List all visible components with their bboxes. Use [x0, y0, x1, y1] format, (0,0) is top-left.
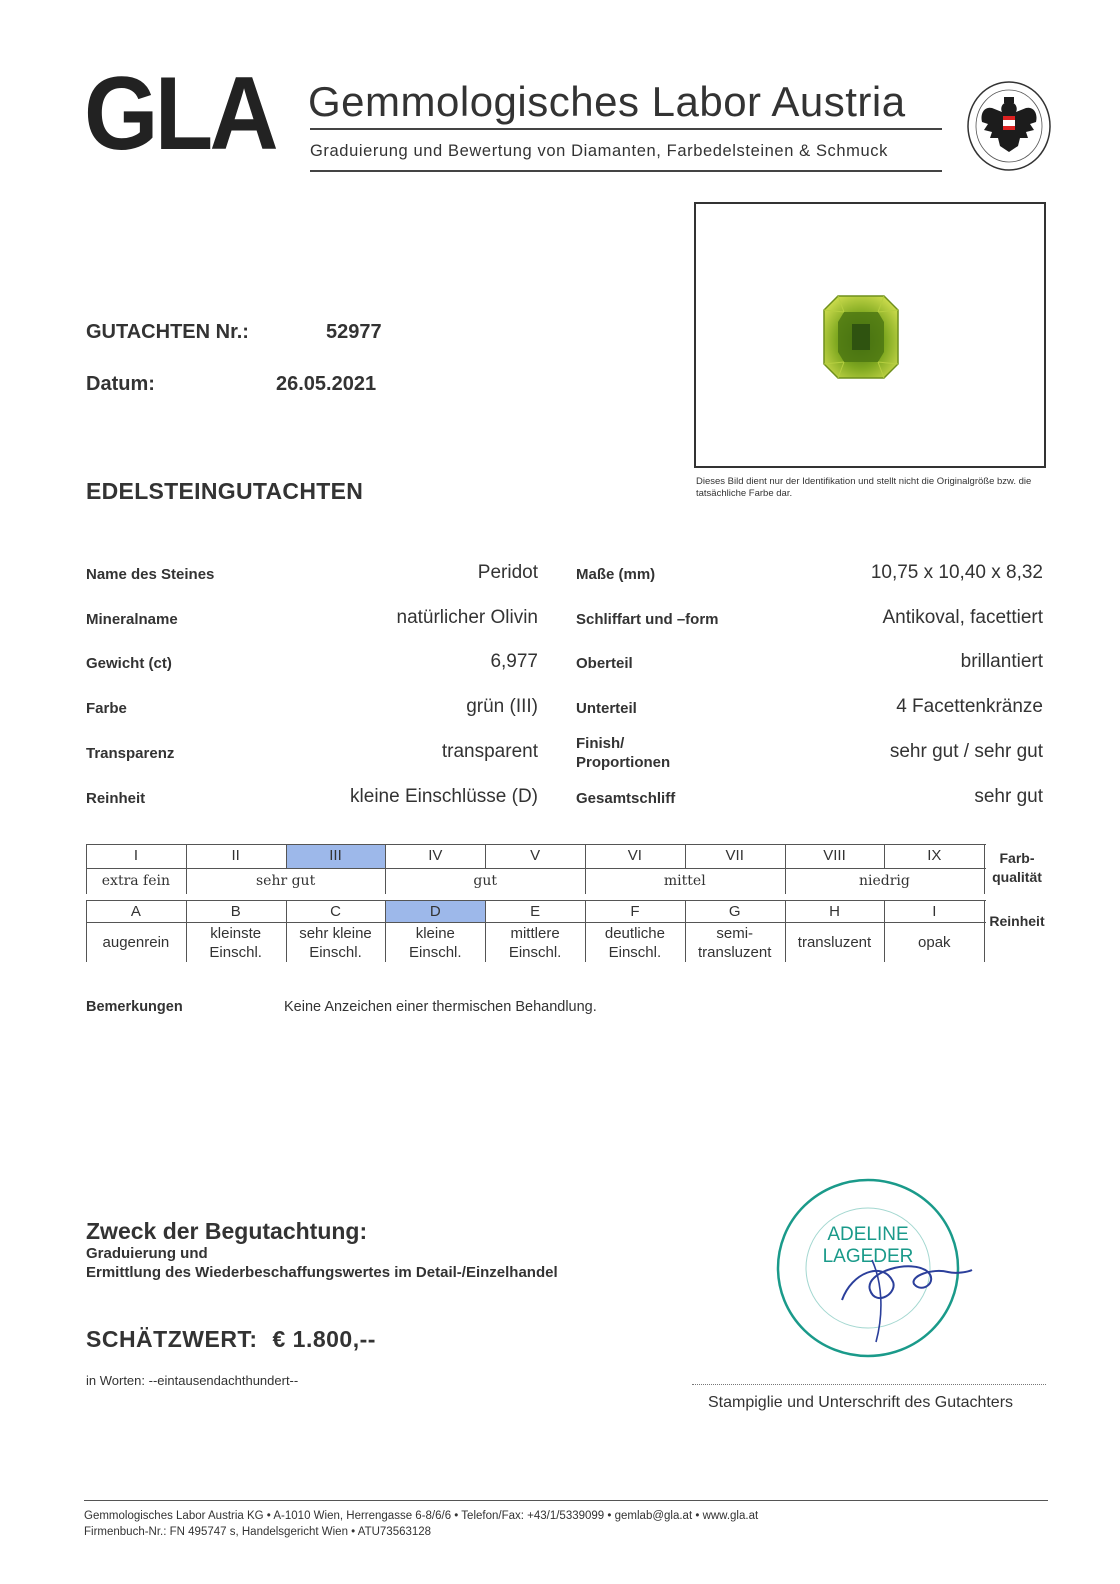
clarity-description: mittlere — [510, 925, 560, 942]
purpose-title: Zweck der Begutachtung: — [86, 1218, 368, 1244]
color-grade: VI — [627, 847, 642, 864]
property-value: kleine Einschlüsse (D) — [350, 786, 538, 807]
property-label: Finish/ — [576, 735, 625, 752]
remarks-label: Bemerkungen — [86, 999, 183, 1015]
property-value: grün (III) — [466, 696, 538, 717]
valuation-label-text: SCHÄTZWERT: — [86, 1326, 258, 1352]
photo-disclaimer: Dieses Bild dient nur der Identifikation und stellt nicht die Originalgröße bzw. die tatsächliche Farbe dar. — [696, 476, 1032, 499]
color-grade: IX — [927, 847, 942, 864]
signature-caption: Stampiglie und Unterschrift des Gutachters — [708, 1394, 1014, 1411]
color-group: mittel — [663, 873, 706, 889]
color-quality-label: qualität — [992, 869, 1042, 885]
property-value: 4 Facettenkränze — [896, 696, 1043, 717]
footer-registry: Firmenbuch-Nr.: FN 495747 s, Handelsgericht Wien • ATU73563128 — [84, 1526, 432, 1538]
property-label: Maße (mm) — [576, 566, 656, 583]
scale-rule — [86, 844, 986, 845]
certificate-number-label: GUTACHTEN Nr.: — [86, 321, 249, 343]
color-group: extra fein — [101, 873, 171, 889]
property-value: natürlicher Olivin — [396, 607, 538, 628]
property-value: 10,75 x 10,40 x 8,32 — [870, 562, 1043, 583]
property-value: brillantiert — [960, 651, 1043, 672]
property-value: Peridot — [477, 562, 538, 583]
purpose-line: Ermittlung des Wiederbeschaffungswertes im Detail-/Einzelhandel — [86, 1264, 558, 1281]
scale-rule — [86, 868, 986, 869]
property-label: Proportionen — [576, 754, 671, 771]
property-label: Schliffart und –form — [576, 611, 719, 628]
property-label: Gewicht (ct) — [86, 655, 172, 672]
clarity-grade: C — [330, 903, 341, 920]
color-grade: II — [231, 847, 240, 864]
clarity-description: Einschl. — [409, 944, 462, 961]
color-group: gut — [473, 873, 497, 889]
color-group: niedrig — [858, 873, 910, 889]
property-label: Unterteil — [576, 700, 637, 717]
clarity-description: Einschl. — [508, 944, 562, 961]
clarity-description: sehr kleine — [299, 925, 372, 942]
certificate-number: 52977 — [326, 321, 382, 343]
clarity-description: transluzent — [797, 934, 872, 951]
property-value: sehr gut / sehr gut — [889, 741, 1043, 762]
clarity-grade: D — [429, 903, 441, 920]
property-value: Antikoval, facettiert — [882, 607, 1043, 628]
property-value: 6,977 — [490, 651, 538, 672]
logo: GLA — [84, 56, 275, 172]
color-grade: VII — [725, 847, 744, 864]
property-label: Farbe — [86, 700, 127, 717]
clarity-description: augenrein — [102, 934, 170, 951]
color-grade: IV — [428, 847, 443, 864]
property-label: Reinheit — [86, 790, 146, 807]
property-label: Name des Steines — [86, 566, 215, 583]
color-grade: VIII — [823, 847, 846, 864]
color-grade: V — [530, 847, 541, 864]
clarity-grade: B — [230, 903, 241, 920]
property-label: Transparenz — [86, 745, 175, 762]
date-label: Datum: — [86, 373, 155, 395]
clarity-grade: F — [630, 903, 640, 920]
scale-rule — [86, 900, 986, 901]
clarity-description: semi- — [716, 925, 754, 942]
color-group: sehr gut — [255, 873, 316, 889]
scale-divider — [984, 900, 985, 962]
footer-divider — [84, 1500, 1048, 1501]
stamp-name-last: LAGEDER — [822, 1246, 914, 1267]
property-value: sehr gut — [974, 786, 1043, 807]
clarity-description: kleinste — [210, 925, 262, 942]
clarity-description: opak — [918, 934, 951, 951]
clarity-description: kleine — [415, 925, 455, 942]
date-value: 26.05.2021 — [276, 373, 377, 395]
property-label: Gesamtschliff — [576, 790, 676, 807]
official-stamp — [772, 1172, 978, 1364]
lab-name: Gemmologisches Labor Austria — [308, 78, 906, 125]
clarity-grade: G — [728, 903, 741, 920]
clarity-label: Reinheit — [989, 913, 1045, 929]
purpose-line: Graduierung und — [86, 1245, 208, 1262]
clarity-description: Einschl. — [608, 944, 662, 961]
signature-line — [692, 1384, 1046, 1385]
valuation-words: in Worten: --eintausendachthundert-- — [86, 1373, 299, 1388]
footer-address: Gemmologisches Labor Austria KG • A-1010 Wien, Herrengasse 6-8/6/6 • Telefon/Fax: +43/1/5339099 • gemlab@gla.at • www.gla.at — [84, 1510, 759, 1522]
stamp-name-first: ADELINE — [827, 1224, 909, 1245]
clarity-description: Einschl. — [209, 944, 262, 961]
clarity-grade: I — [932, 903, 937, 920]
clarity-description: deutliche — [604, 925, 665, 942]
color-quality-label: Farb- — [999, 850, 1035, 866]
property-label: Oberteil — [576, 655, 633, 672]
clarity-description: transluzent — [698, 944, 772, 961]
valuation-label — [86, 1326, 376, 1353]
certificate-title: EDELSTEINGUTACHTEN — [86, 478, 364, 504]
clarity-description: Einschl. — [309, 944, 362, 961]
clarity-grade: E — [530, 903, 541, 920]
property-label: Mineralname — [86, 611, 178, 628]
color-grade: I — [133, 847, 138, 864]
scale-rule — [86, 922, 986, 923]
color-grade: III — [329, 847, 342, 864]
valuation-amount: € 1.800,-- — [272, 1326, 376, 1352]
remarks-text: Keine Anzeichen einer thermischen Behandlung. — [284, 999, 597, 1015]
lab-subtitle: Graduierung und Bewertung von Diamanten, Farbedelsteinen & Schmuck — [310, 142, 888, 160]
clarity-grade: H — [829, 903, 840, 920]
clarity-grade: A — [130, 903, 141, 920]
property-value: transparent — [441, 741, 538, 762]
